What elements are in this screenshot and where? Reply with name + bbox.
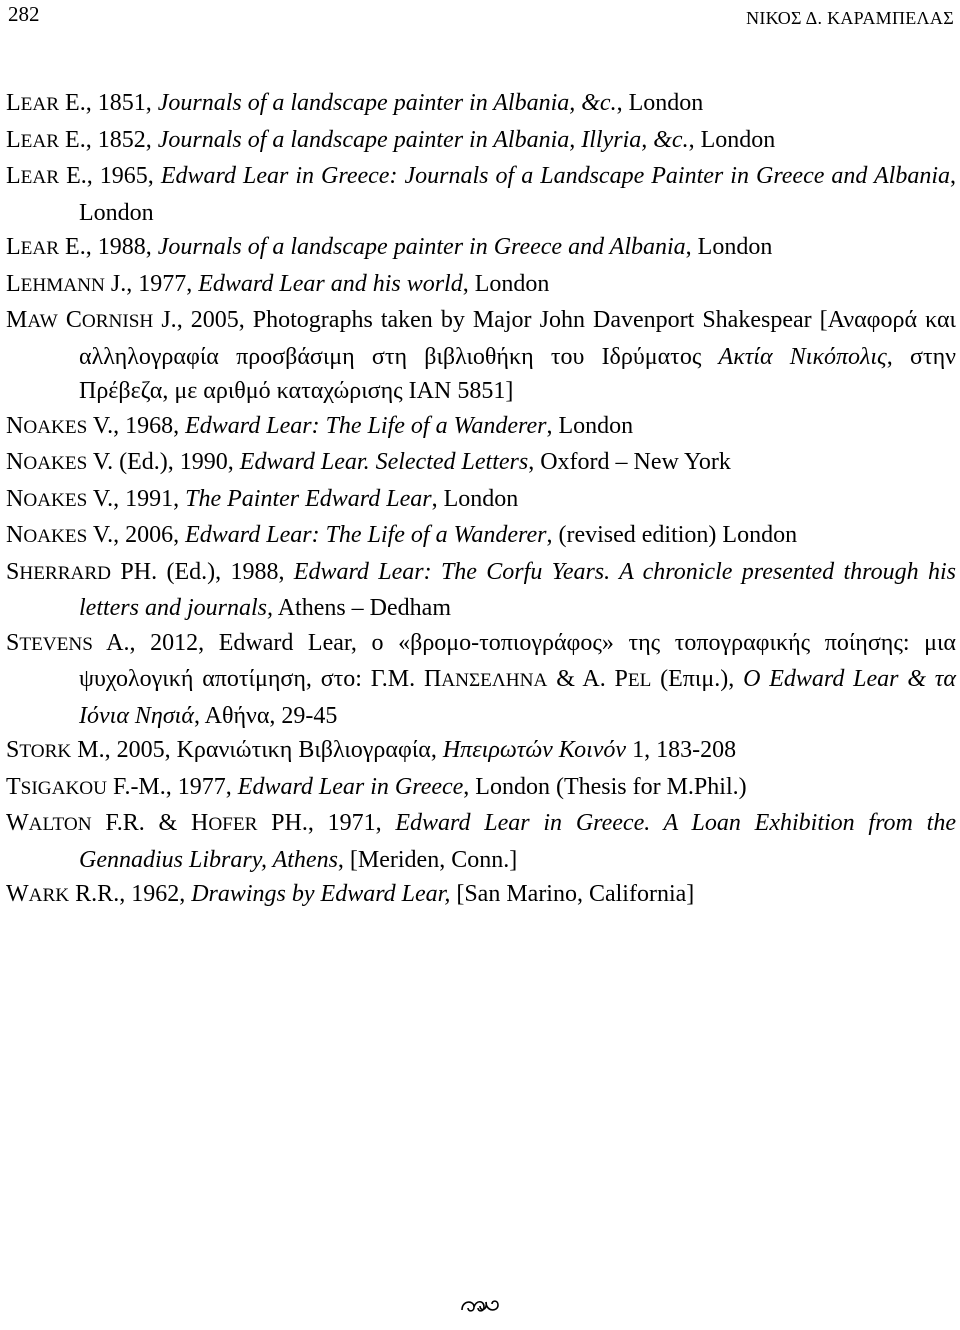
- entry-text: , 2005, Κρανιώτικη Βιβλιογραφία,: [104, 737, 443, 763]
- entry-text: , London: [462, 270, 550, 297]
- author-piece: C: [65, 307, 82, 333]
- entry-text: , Αθήνα, 29-45: [193, 702, 338, 729]
- entry-text: , Oxford – New York: [528, 449, 731, 475]
- entry-title: Drawings by Edward Lear,: [191, 881, 451, 907]
- author-piece: .: [151, 558, 158, 585]
- bibliography-entry: [6, 159, 956, 230]
- author-piece: E.: [59, 234, 86, 260]
- author-piece: L: [6, 234, 21, 260]
- entry-smallcaps: ΑΝΣΕΛΗΝΑ: [441, 670, 548, 691]
- author-piece: ORNISH: [81, 311, 154, 332]
- entry-text: , (revised edition) London: [546, 522, 798, 548]
- entry-text: , 1962,: [119, 881, 192, 907]
- bibliography-entry: [6, 267, 956, 304]
- author-piece: L: [6, 90, 21, 116]
- entry-text: , [Meriden, Conn.]: [337, 846, 518, 873]
- author-piece: OAKES: [23, 453, 88, 474]
- author-piece: SIGAKOU: [20, 777, 108, 799]
- author-piece: N: [6, 449, 24, 475]
- author-piece: A.: [92, 629, 130, 656]
- author-piece: L: [6, 163, 21, 189]
- entry-author: [6, 234, 86, 260]
- author-piece: M: [6, 307, 28, 333]
- bibliography-entry: [6, 806, 956, 877]
- entry-text: , 1852,: [85, 126, 158, 153]
- bibliography-entry: [6, 877, 956, 914]
- bibliography-entry: [6, 86, 956, 123]
- entry-text: , 2005, Photographs taken by Major John Davenport Shakespear [Αναφορά και αλληλογραφία προσβάσιμη στη βιβλιοθήκη του Ιδρύματος: [79, 307, 957, 370]
- bibliography-entry: [6, 626, 956, 734]
- entry-author: [6, 810, 308, 836]
- entry-text: , London: [431, 485, 519, 512]
- entry-title: Ακτία Νικόπολις: [718, 343, 887, 370]
- entry-author: [6, 559, 157, 585]
- entry-title: Edward Lear: The Corfu Years. A chronicle presented through his letters and journals,: [79, 558, 956, 621]
- author-piece: OAKES: [23, 416, 88, 438]
- entry-text: , 1977,: [126, 270, 199, 297]
- entry-text: , London (Thesis for M.Phil.): [463, 773, 747, 800]
- author-piece: P: [111, 558, 134, 585]
- bibliography-entry: [6, 230, 956, 267]
- entry-text: (Ed.), 1990,: [113, 449, 240, 475]
- entry-title: Edward Lear. Selected Letters: [239, 449, 529, 475]
- author-piece: V.: [87, 449, 114, 475]
- author-piece: HERRARD: [19, 562, 112, 584]
- author-piece: EHMANN: [20, 274, 105, 296]
- entry-author: [6, 413, 113, 439]
- bibliography-entry: [6, 123, 956, 160]
- entry-title: Journals of a landscape painter in Albania, &c.: [157, 90, 617, 116]
- bibliography-entry: [6, 409, 956, 446]
- author-piece: TORK: [19, 741, 72, 762]
- bibliography-entry: [6, 482, 956, 519]
- entry-text: , London: [546, 412, 634, 439]
- entry-text: , 2006,: [113, 522, 186, 548]
- author-piece: EAR: [20, 238, 60, 259]
- author-piece: S: [6, 737, 20, 763]
- author-piece: F.R. &: [91, 810, 191, 836]
- entry-title: Journals of a landscape painter in Greece and Albania: [157, 234, 686, 260]
- bibliography-entry: [6, 518, 956, 555]
- author-piece: J.: [153, 307, 177, 333]
- author-piece: ARK: [28, 885, 70, 906]
- author-piece: H: [190, 810, 209, 836]
- author-piece: R.R.: [69, 881, 120, 907]
- entry-title: Edward Lear in Greece. A Loan Exhibition from the Gennadius Library, Athens: [79, 810, 956, 873]
- entry-author: [6, 449, 113, 475]
- author-piece: P: [257, 810, 285, 836]
- entry-text: , 1988,: [85, 234, 158, 260]
- entry-text: , 2012, Edward Lear, ο «βρομο-τοπιογράφος» της τοπογραφικής ποίησης: μια ψυχολογική αποτίμηση, στο: Γ.Μ. Π: [79, 629, 956, 692]
- author-piece: F.-M.: [107, 773, 166, 800]
- author-piece: L: [6, 270, 21, 297]
- entry-author: [6, 881, 119, 907]
- entry-title: Edward Lear in Greece: [237, 773, 464, 800]
- entry-author: [6, 307, 177, 333]
- entry-text: , 1971,: [307, 810, 396, 836]
- bibliography-entry: [6, 770, 956, 807]
- entry-title: The Painter Edward Lear: [185, 485, 432, 512]
- author-piece: J.: [104, 270, 127, 297]
- page-number: 282: [8, 2, 40, 26]
- author-piece: V.: [87, 412, 114, 439]
- entry-title: Edward Lear: The Life of a Wanderer: [185, 412, 547, 439]
- author-piece: V.: [87, 522, 114, 548]
- author-piece: AW: [27, 311, 58, 332]
- entry-text: , London: [79, 163, 957, 226]
- author-piece: H: [133, 558, 152, 585]
- entry-text: , London: [685, 234, 773, 260]
- author-piece: EAR: [20, 167, 60, 188]
- author-piece: [58, 307, 66, 333]
- author-piece: S: [6, 629, 20, 656]
- bibliography-list: [6, 86, 956, 914]
- entry-text: , 1977,: [165, 773, 238, 800]
- author-piece: OAKES: [23, 526, 88, 547]
- entry-text: , London: [616, 90, 704, 116]
- author-piece: .: [301, 810, 308, 836]
- author-piece: S: [6, 558, 20, 585]
- author-piece: M.: [71, 737, 105, 763]
- author-piece: N: [6, 412, 24, 439]
- entry-text: (Επιμ.),: [651, 666, 744, 692]
- entry-author: [6, 486, 113, 512]
- entry-title: Ηπειρωτών Κοινόν: [442, 737, 627, 763]
- entry-title: Journals of a landscape painter in Albania, Illyria, &c.: [157, 126, 689, 153]
- bibliography-entry: [6, 445, 956, 482]
- entry-text: (Ed.), 1988,: [157, 558, 294, 585]
- entry-author: [6, 90, 86, 116]
- author-piece: E.: [59, 163, 87, 189]
- entry-author: [6, 163, 87, 189]
- bibliography-entry: [6, 733, 956, 770]
- entry-title: Ο Edward Lear & τα Ιόνια Νησιά: [79, 666, 956, 729]
- entry-smallcaps: EL: [627, 670, 652, 691]
- entry-text: 1, 183-208: [626, 737, 737, 763]
- entry-text: , 1991,: [113, 485, 186, 512]
- entry-author: [6, 774, 166, 800]
- author-piece: ALTON: [28, 814, 92, 835]
- bibliography-entry: [6, 303, 956, 409]
- author-piece: T: [6, 773, 21, 800]
- entry-author: [6, 271, 126, 297]
- entry-text: Athens – Dedham: [273, 595, 451, 621]
- author-piece: E.: [59, 90, 86, 116]
- entry-text: [San Marino, California]: [450, 881, 695, 907]
- author-piece: TEVENS: [19, 633, 93, 655]
- entry-text: , 1968,: [113, 412, 186, 439]
- entry-title: Edward Lear in Greece: Journals of a Landscape Painter in Greece and Albania: [160, 163, 951, 189]
- entry-title: Edward Lear: The Life of a Wanderer: [185, 522, 547, 548]
- entry-author: [6, 522, 113, 548]
- author-piece: EAR: [20, 94, 60, 115]
- author-piece: W: [6, 810, 29, 836]
- author-piece: W: [6, 881, 29, 907]
- running-head: ΝΙΚΟΣ Δ. ΚΑΡΑΜΠΕΛΑΣ: [746, 8, 954, 28]
- entry-text: , London: [688, 126, 776, 153]
- bibliography-entry: [6, 555, 956, 626]
- entry-text: , 1965,: [86, 163, 161, 189]
- author-piece: N: [6, 522, 24, 548]
- author-piece: L: [6, 126, 21, 153]
- author-piece: H: [284, 810, 302, 836]
- entry-author: [6, 630, 130, 656]
- author-piece: EAR: [20, 130, 60, 152]
- ornament-icon: [458, 1296, 502, 1322]
- page-end-ornament: [0, 1296, 960, 1322]
- entry-author: [6, 737, 105, 763]
- author-piece: N: [6, 485, 24, 512]
- entry-author: [6, 127, 86, 153]
- author-piece: E.: [59, 126, 86, 153]
- entry-title: Edward Lear and his world: [198, 270, 463, 297]
- author-piece: V.: [87, 485, 114, 512]
- author-piece: OFER: [208, 814, 258, 835]
- entry-text: , στην Πρέβεζα, με αριθμό καταχώρισης IAN 5851]: [79, 343, 956, 404]
- entry-text: , 1851,: [85, 90, 158, 116]
- entry-text: & Α. P: [547, 666, 628, 692]
- author-piece: OAKES: [23, 489, 88, 511]
